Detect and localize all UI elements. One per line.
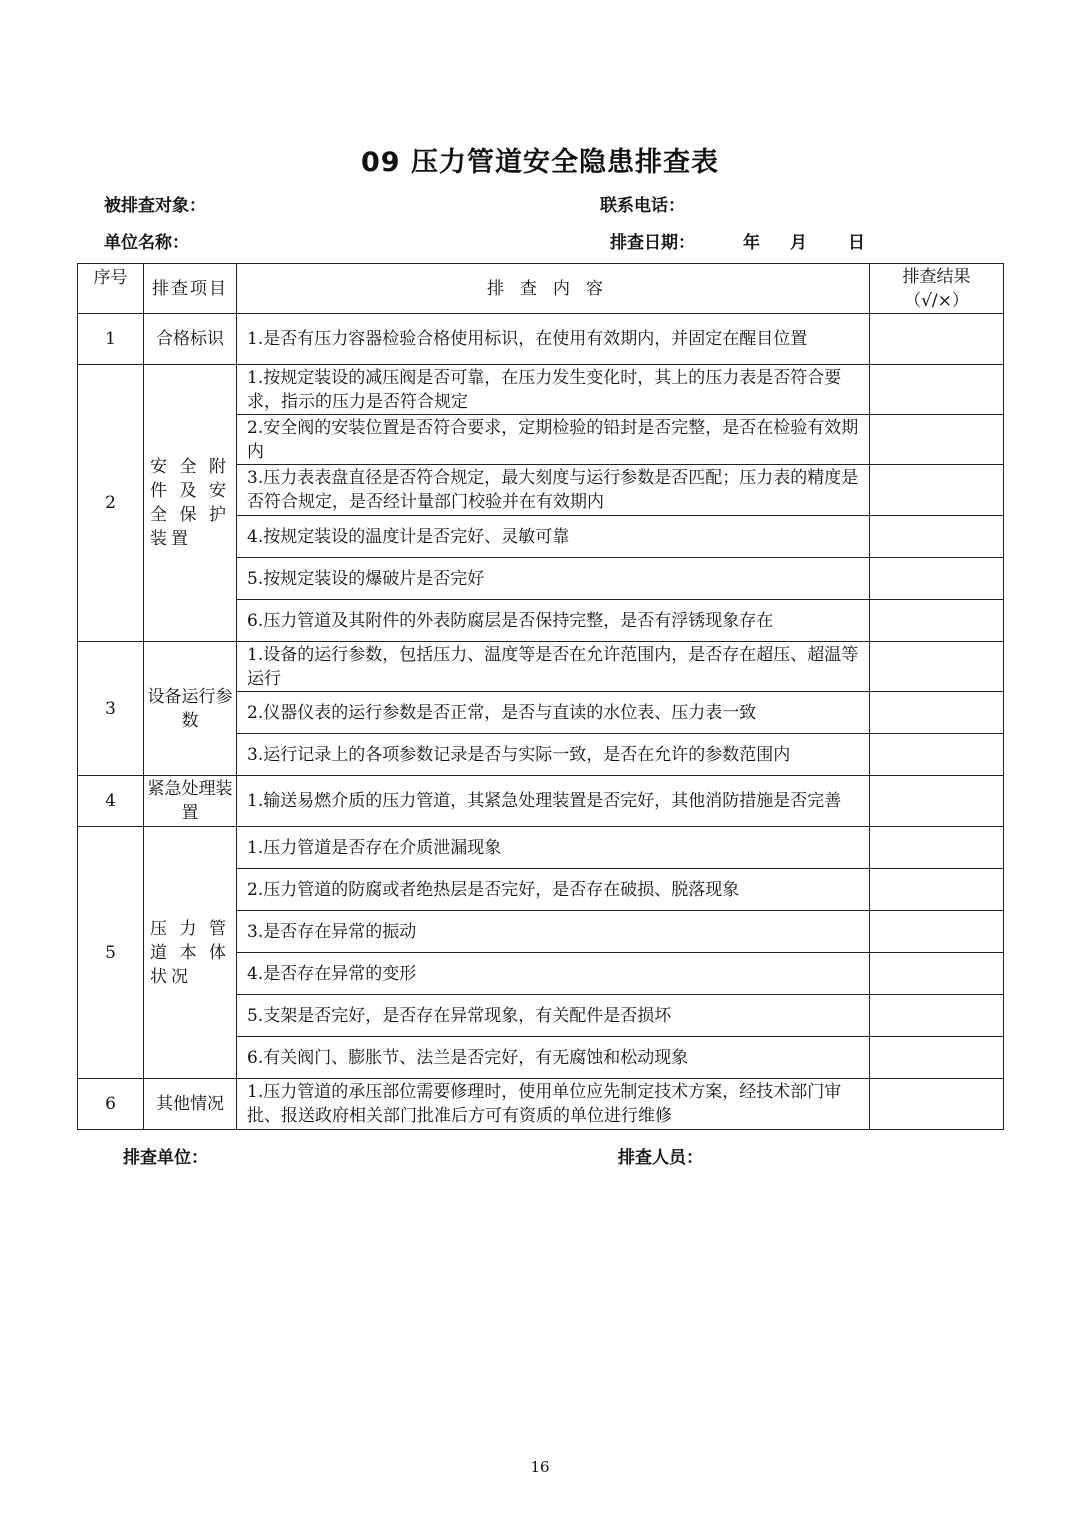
result-cell[interactable] <box>870 1037 1004 1079</box>
result-cell[interactable] <box>870 734 1004 776</box>
check-content: 1.按规定装设的减压阀是否可靠，在压力发生变化时，其上的压力表是否符合要求，指示的压力是否符合规定 <box>237 365 870 415</box>
table-row <box>78 314 1004 365</box>
check-content: 5.支架是否完好，是否存在异常现象，有关配件是否损坏 <box>237 995 870 1037</box>
table-row <box>78 1079 1004 1130</box>
check-content: 3.压力表表盘直径是否符合规定，最大刻度与运行参数是否匹配；压力表的精度是否符合规定，是否经计量部门校验并在有效期内 <box>237 465 870 516</box>
group-number: 5 <box>78 827 144 1079</box>
check-content: 4.是否存在异常的变形 <box>237 953 870 995</box>
group-number: 3 <box>78 642 144 776</box>
header-item: 排查项目 <box>144 264 237 314</box>
header-result <box>870 264 1004 314</box>
group-number: 2 <box>78 365 144 642</box>
result-cell[interactable] <box>870 314 1004 365</box>
check-content: 3.运行记录上的各项参数记录是否与实际一致，是否在允许的参数范围内 <box>237 734 870 776</box>
check-content: 6.压力管道及其附件的外表防腐层是否保持完整，是否有浮锈现象存在 <box>237 600 870 642</box>
group-item: 合格标识 <box>144 314 237 365</box>
group-number: 4 <box>78 776 144 827</box>
check-content: 4.按规定装设的温度计是否完好、灵敏可靠 <box>237 516 870 558</box>
result-cell[interactable] <box>870 415 1004 465</box>
result-cell[interactable] <box>870 642 1004 692</box>
table-row <box>78 827 1004 869</box>
check-content: 6.有关阀门、膨胀节、法兰是否完好，有无腐蚀和松动现象 <box>237 1037 870 1079</box>
page-title: 09 压力管道安全隐患排查表 <box>361 147 719 178</box>
table-row <box>78 642 1004 692</box>
result-cell[interactable] <box>870 692 1004 734</box>
result-cell[interactable] <box>870 776 1004 827</box>
result-cell[interactable] <box>870 600 1004 642</box>
check-content: 2.安全阀的安装位置是否符合要求，定期检验的铅封是否完整，是否在检验有效期内 <box>237 415 870 465</box>
unit-name-label: 单位名称： <box>104 233 189 253</box>
result-cell[interactable] <box>870 995 1004 1037</box>
date-day: 日 <box>848 233 865 253</box>
result-cell[interactable] <box>870 869 1004 911</box>
header-result-title: 排查结果 <box>902 266 971 287</box>
check-content: 2.压力管道的防腐或者绝热层是否完好，是否存在破损、脱落现象 <box>237 869 870 911</box>
result-cell[interactable] <box>870 465 1004 516</box>
check-content: 2.仪器仪表的运行参数是否正常，是否与直读的水位表、压力表一致 <box>237 692 870 734</box>
footer-staff-label: 排查人员： <box>618 1148 703 1168</box>
result-cell[interactable] <box>870 827 1004 869</box>
check-content: 1.设备的运行参数，包括压力、温度等是否在允许范围内，是否存在超压、超温等运行 <box>237 642 870 692</box>
result-cell[interactable] <box>870 365 1004 415</box>
check-content: 3.是否存在异常的振动 <box>237 911 870 953</box>
group-item: 安全附件及安全保护装置 <box>144 365 237 642</box>
inspection-table <box>77 263 1004 1130</box>
table-row <box>78 365 1004 415</box>
result-cell[interactable] <box>870 911 1004 953</box>
date-label: 排查日期： <box>610 233 695 253</box>
group-item: 压力管道本体状况 <box>144 827 237 1079</box>
group-number: 1 <box>78 314 144 365</box>
check-content: 1.是否有压力容器检验合格使用标识，在使用有效期内，并固定在醒目位置 <box>237 314 870 365</box>
header-no: 序号 <box>78 264 144 314</box>
date-year: 年 <box>743 233 760 253</box>
result-cell[interactable] <box>870 953 1004 995</box>
header-result-mark: （√/×） <box>904 290 969 311</box>
group-number: 6 <box>78 1079 144 1130</box>
group-item: 其他情况 <box>144 1079 237 1130</box>
footer-unit-label: 排查单位： <box>123 1148 208 1168</box>
check-content: 1.输送易燃介质的压力管道，其紧急处理装置是否完好，其他消防措施是否完善 <box>237 776 870 827</box>
group-item: 紧急处理装置 <box>144 776 237 827</box>
date-month: 月 <box>790 233 807 253</box>
result-cell[interactable] <box>870 516 1004 558</box>
check-content: 1.压力管道的承压部位需要修理时，使用单位应先制定技术方案，经技术部门审批、报送政府相关部门批准后方可有资质的单位进行维修 <box>237 1079 870 1130</box>
target-label: 被排查对象： <box>104 196 206 216</box>
header-row <box>78 264 1004 314</box>
result-cell[interactable] <box>870 558 1004 600</box>
check-content: 1.压力管道是否存在介质泄漏现象 <box>237 827 870 869</box>
page-number: 16 <box>530 1458 550 1476</box>
check-content: 5.按规定装设的爆破片是否完好 <box>237 558 870 600</box>
group-item: 设备运行参数 <box>144 642 237 776</box>
phone-label: 联系电话： <box>600 196 685 216</box>
table-row <box>78 776 1004 827</box>
result-cell[interactable] <box>870 1079 1004 1130</box>
header-content: 排查内容 <box>237 264 870 314</box>
